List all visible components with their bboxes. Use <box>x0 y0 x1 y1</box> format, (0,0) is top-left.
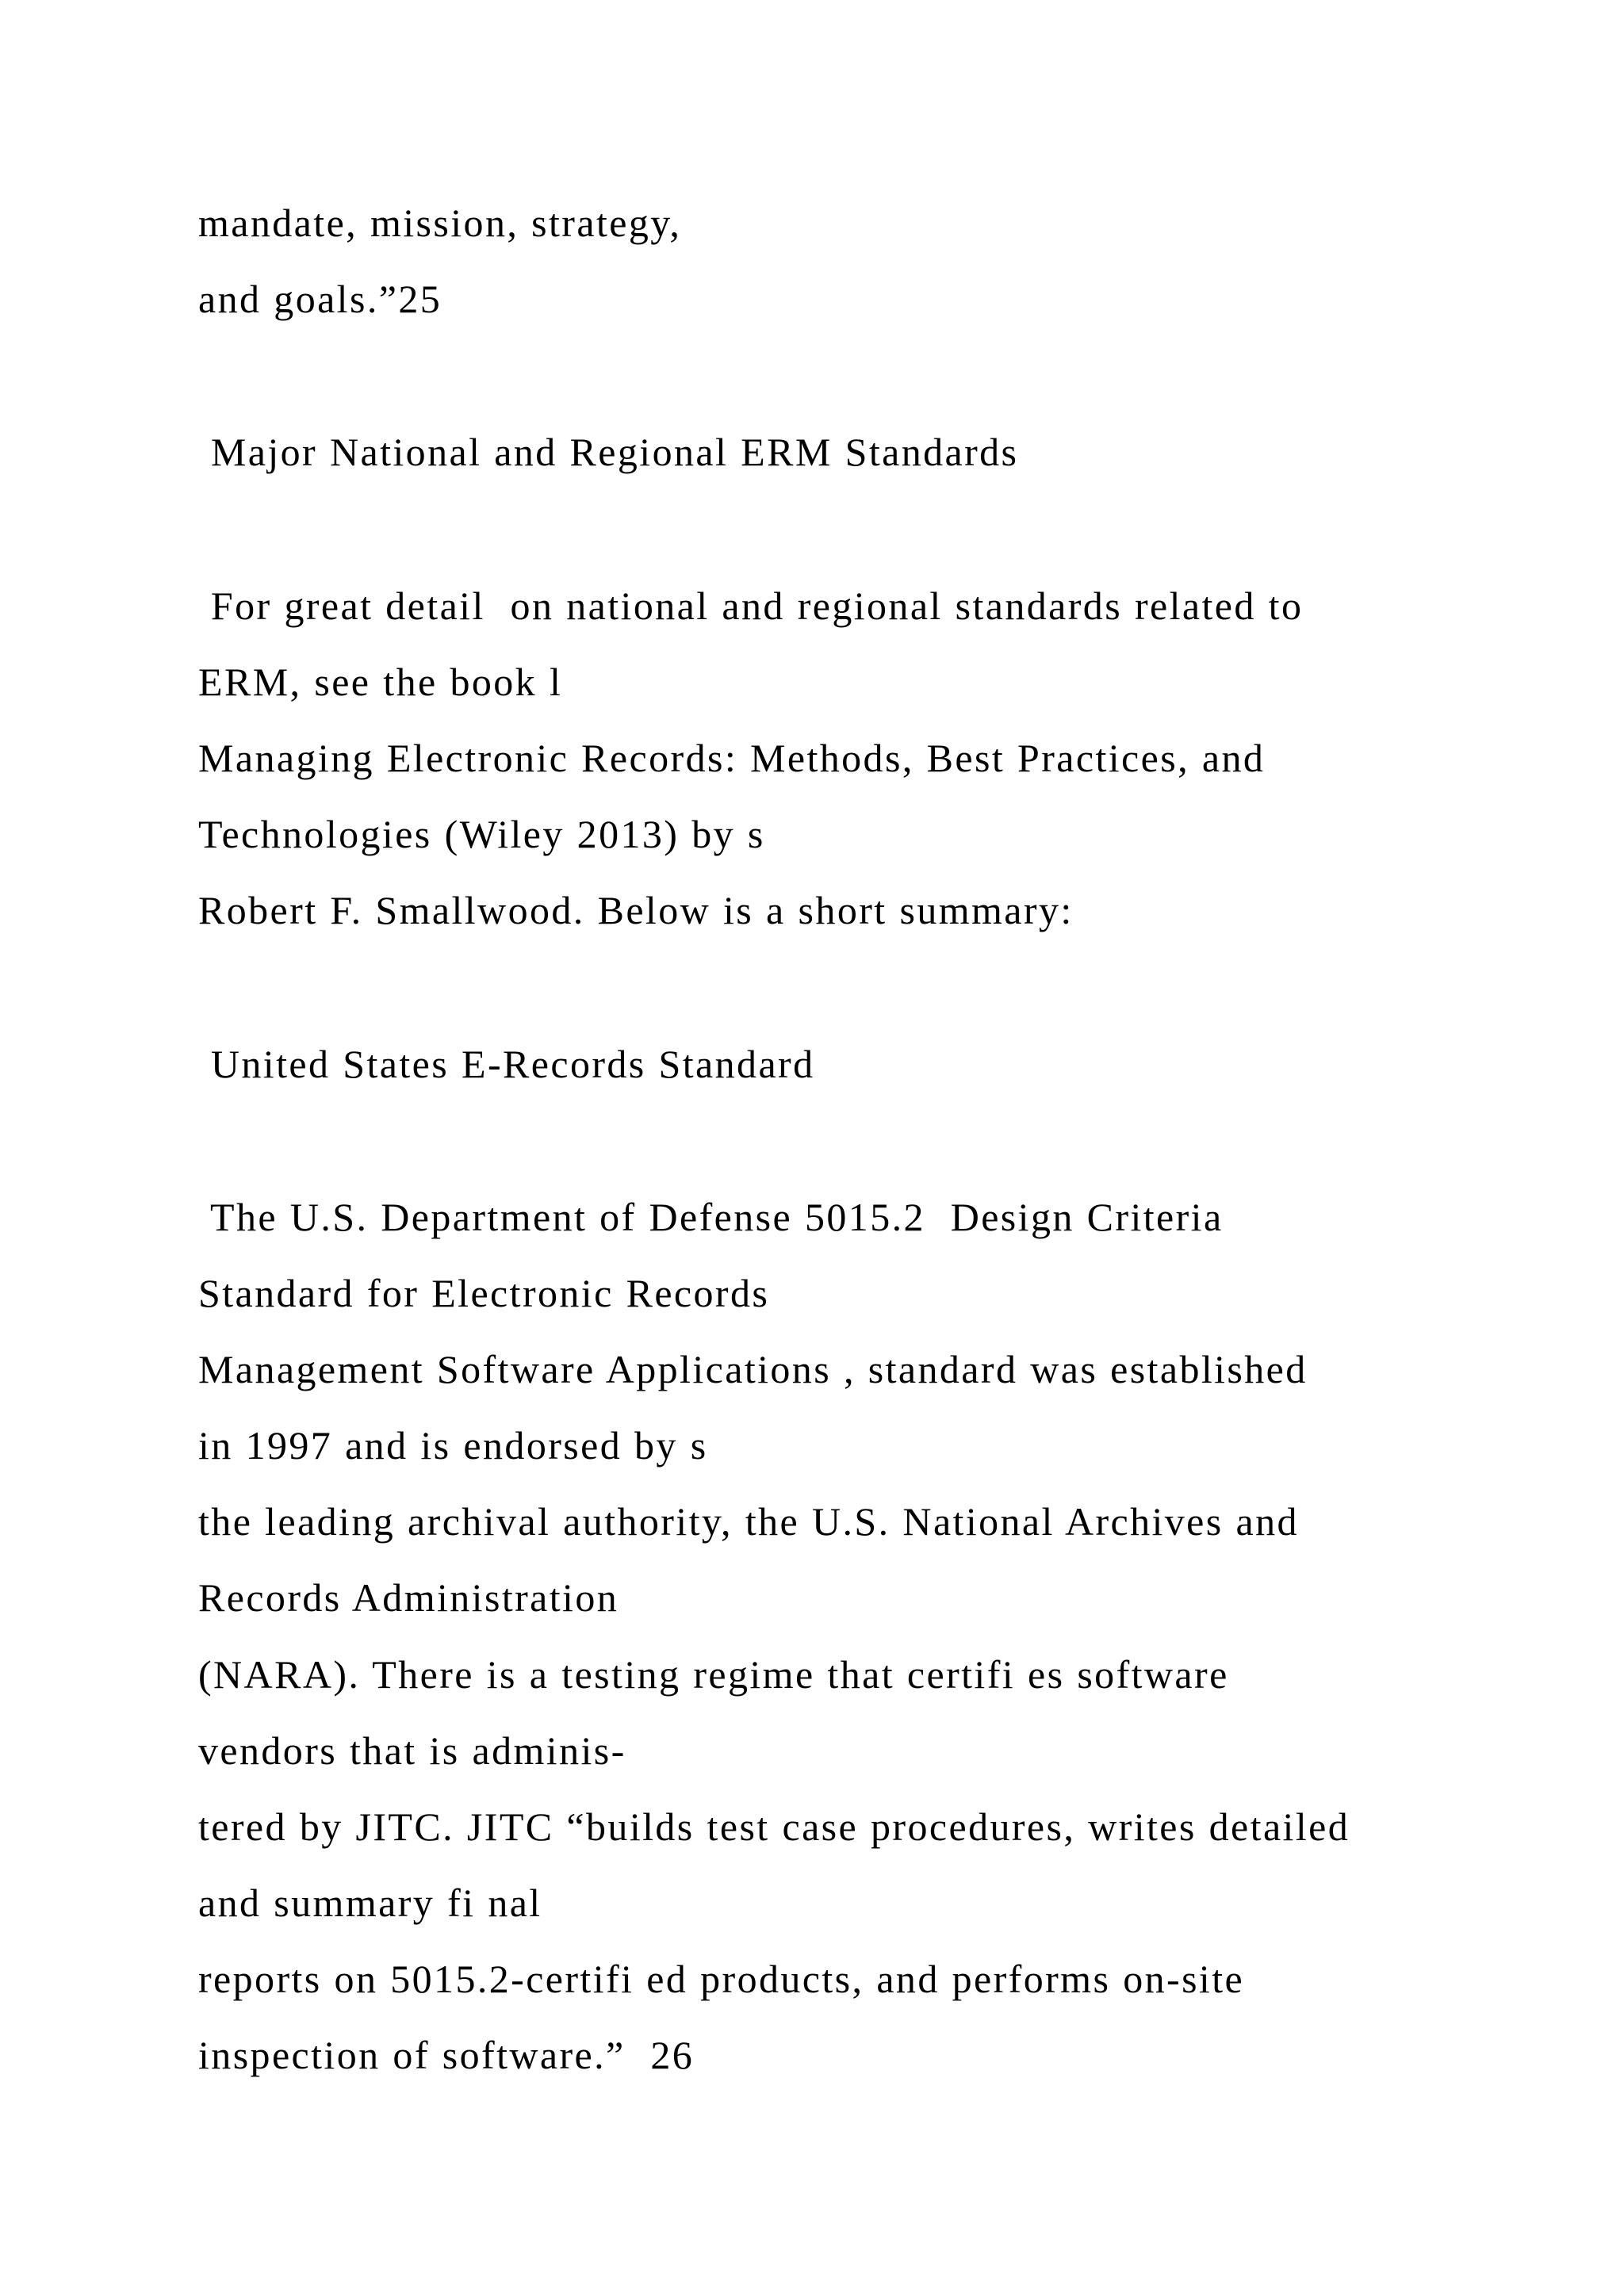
text-line: Technologies (Wiley 2013) by s <box>198 812 765 856</box>
text-line: vendors that is adminis- <box>198 1728 626 1773</box>
section-heading: United States E-Records Standard <box>198 1042 815 1086</box>
text-line: Records Administration <box>198 1575 619 1620</box>
text-line: mandate, mission, strategy, <box>198 201 682 245</box>
text-line: Management Software Applications , standard was established <box>198 1347 1308 1391</box>
text-line: ERM, see the book l <box>198 660 563 704</box>
text-line: inspection of software.” 26 <box>198 2033 695 2077</box>
text-line: reports on 5015.2-certifi ed products, and performs on-site <box>198 1957 1245 2001</box>
text-line: Robert F. Smallwood. Below is a short summary: <box>198 888 1074 932</box>
text-line: For great detail on national and regional standards related to <box>198 584 1304 628</box>
text-line: The U.S. Department of Defense 5015.2 Design Criteria <box>198 1195 1224 1239</box>
text-line: and goals.”25 <box>198 277 442 321</box>
text-line: the leading archival authority, the U.S. National Archives and <box>198 1499 1299 1544</box>
text-line: and summary fi nal <box>198 1881 542 1925</box>
text-line: tered by JITC. JITC “builds test case procedures, writes detailed <box>198 1804 1350 1849</box>
text-line: Managing Electronic Records: Methods, Best Practices, and <box>198 736 1266 780</box>
text-line: (NARA). There is a testing regime that certifi es software <box>198 1652 1229 1697</box>
text-line: Standard for Electronic Records <box>198 1271 770 1315</box>
text-line: in 1997 and is endorsed by s <box>198 1423 708 1468</box>
section-heading: Major National and Regional ERM Standards <box>198 430 1019 474</box>
